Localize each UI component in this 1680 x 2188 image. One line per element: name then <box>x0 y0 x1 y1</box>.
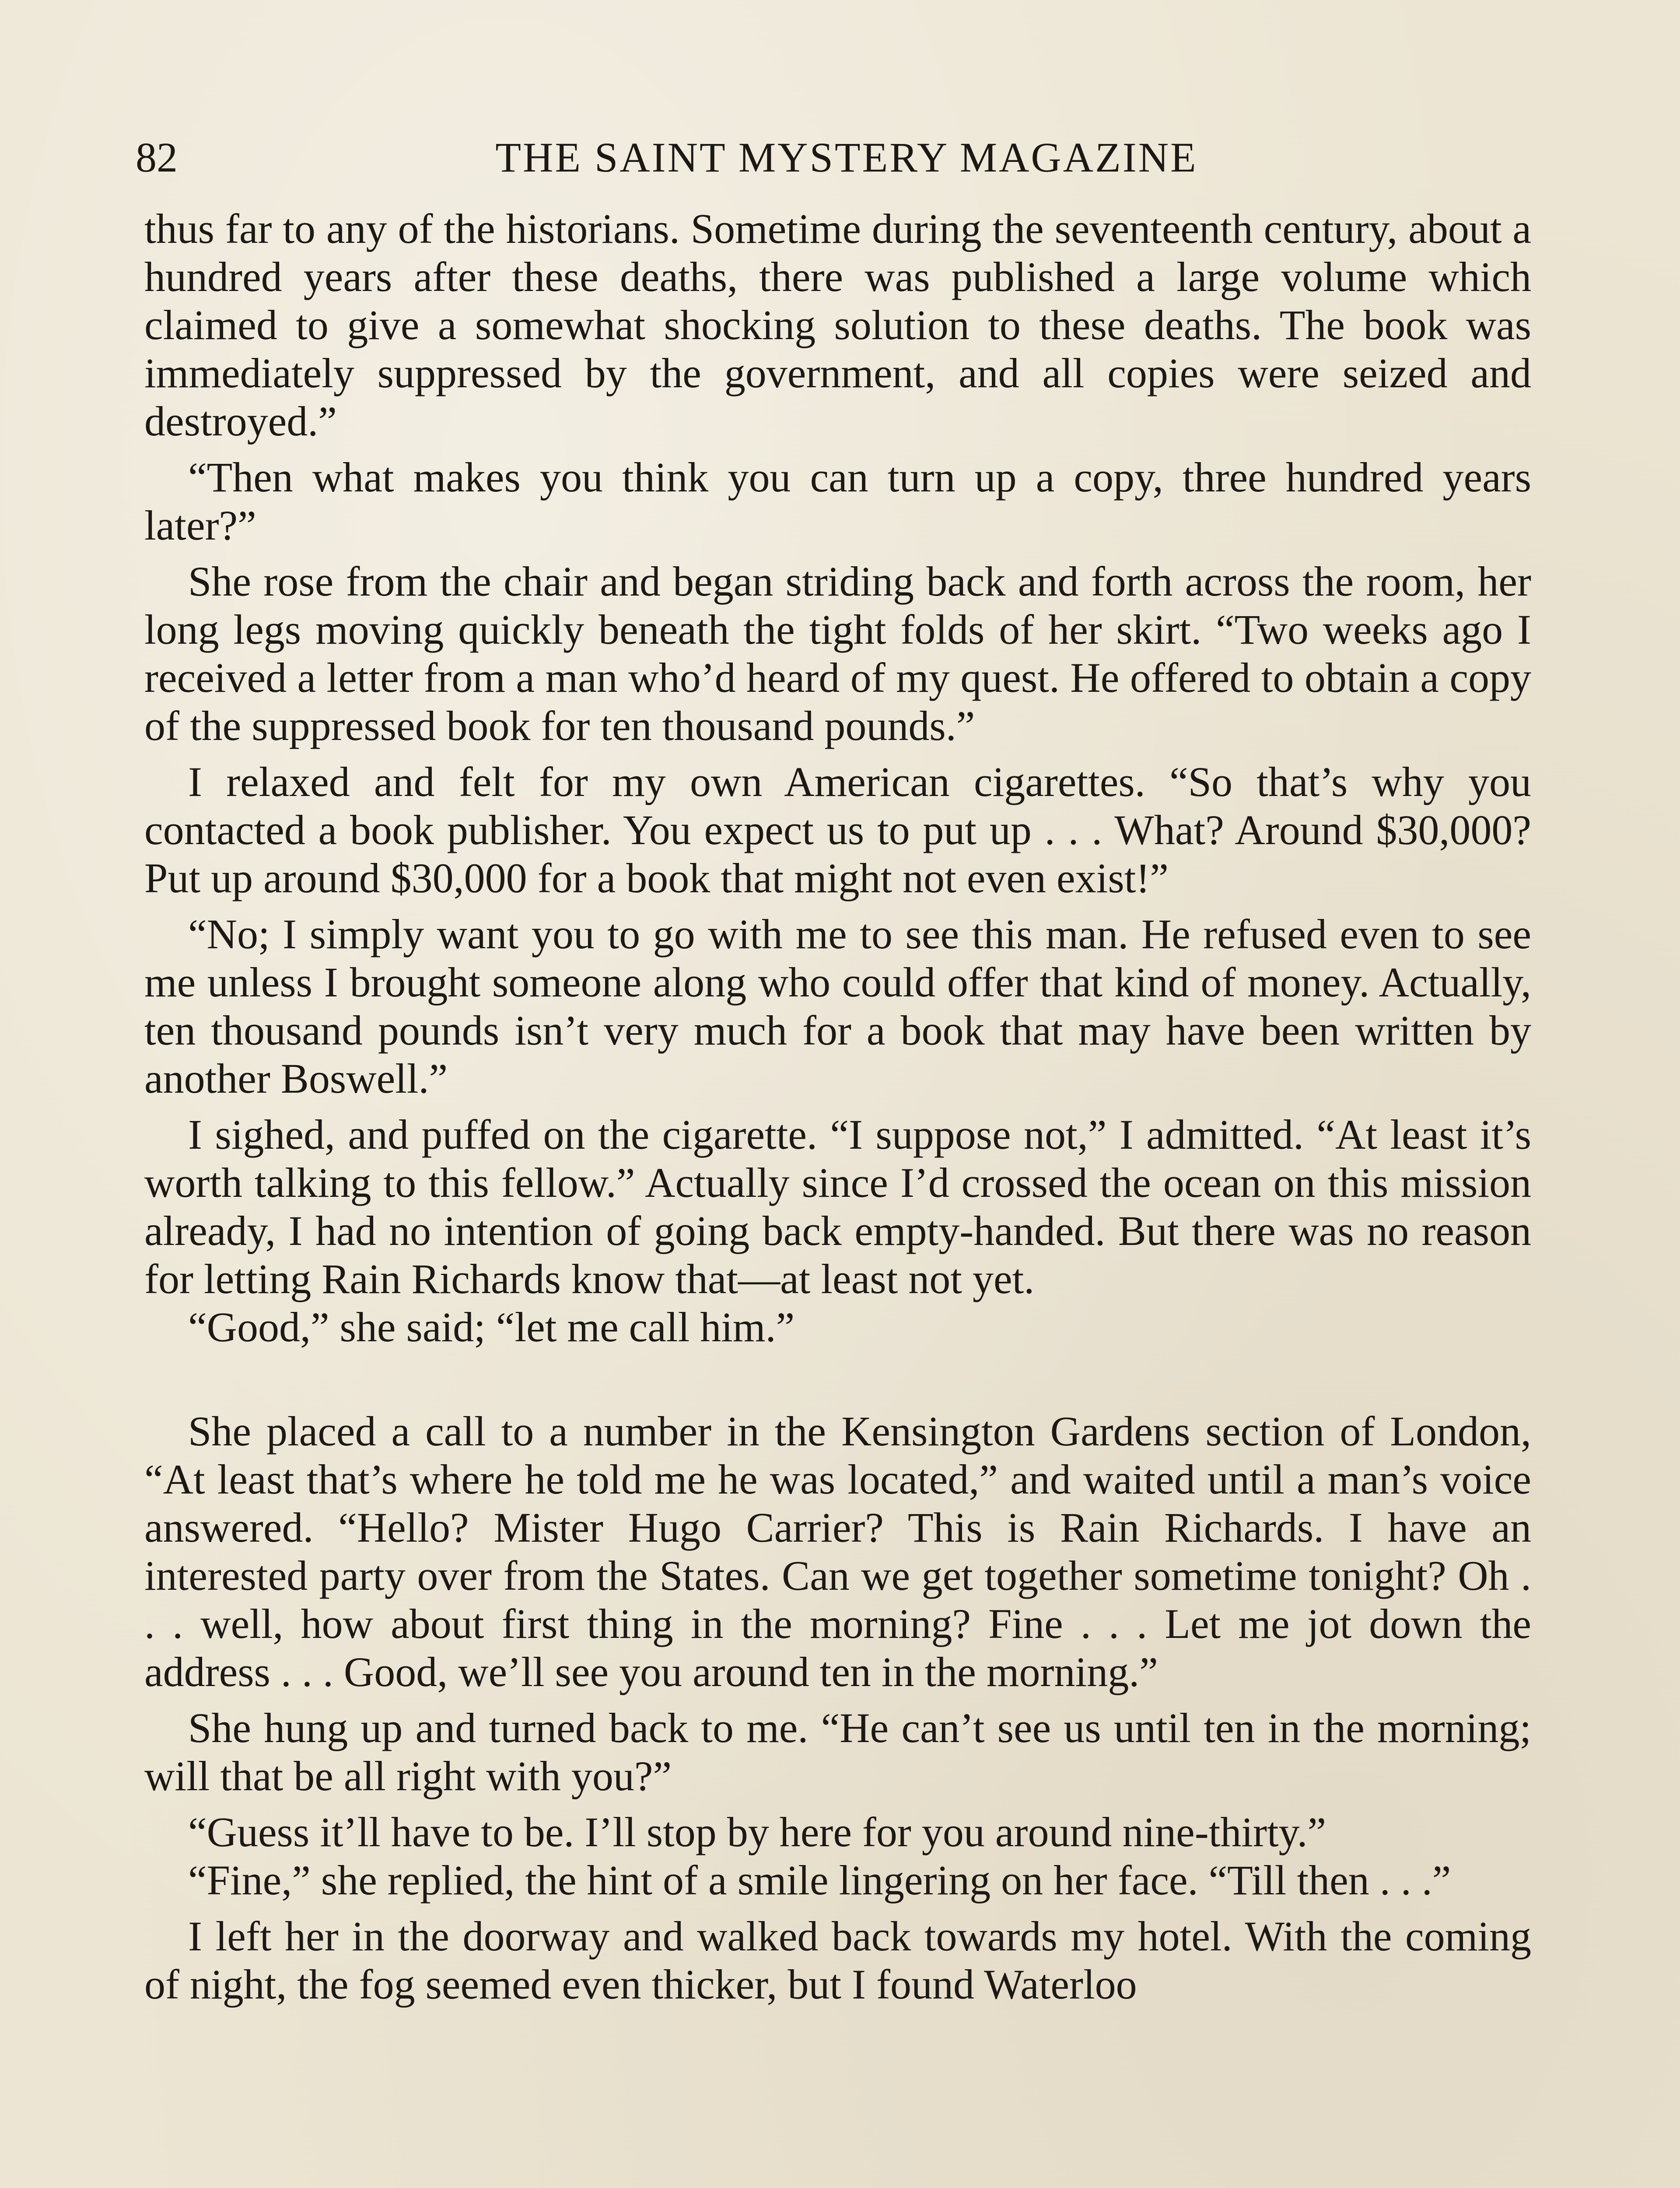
running-title: THE SAINT MYSTERY MAGAZINE <box>495 134 1198 181</box>
paragraph: I sighed, and puffed on the cigarette. “I suppose not,” I admitted. “At least it’s worth talking to this fellow.” Actually since I’d crossed the ocean on this mission already, I had no intention of going back empty-handed. But there was no reason for letting Rain Richards know that—at least not yet. <box>144 1111 1531 1302</box>
paragraph: “Then what makes you think you can turn up a copy, three hundred years later?” <box>144 454 1531 549</box>
paragraph: “Fine,” she replied, the hint of a smile lingering on her face. “Till then . . .” <box>188 1857 1451 1904</box>
page-number: 82 <box>136 134 178 181</box>
section-break <box>144 1359 1531 1407</box>
body-text <box>144 205 1531 2016</box>
paragraph: I relaxed and felt for my own American cigarettes. “So that’s why you contacted a book publisher. You expect us to put up . . . What? Around $30,000? Put up around $30,000 for a book that might not even exist!” <box>144 758 1531 901</box>
paragraph: She rose from the chair and began striding back and forth across the room, her long legs moving quickly beneath the tight folds of her skirt. “Two weeks ago I received a letter from a man who’d heard of my quest. He offered to obtain a copy of the suppressed book for ten thousand pounds.” <box>144 558 1531 749</box>
paragraph: I left her in the doorway and walked back towards my hotel. With the coming of night, the fog seemed even thicker, but I found Waterloo <box>144 1913 1531 2008</box>
paragraph: “Good,” she said; “let me call him.” <box>188 1304 795 1350</box>
paragraph: She placed a call to a number in the Kensington Gardens section of London, “At least that’s where he told me he was located,” and waited until a man’s voice answered. “Hello? Mister Hugo Carrier? This is Rain Richards. I have an interested party over from the States. Can we get together sometime tonight? Oh . . . well, how about first thing in the morning? Fine . . . Let me jot down the address . . . Good, we’ll see you around ten in the morning.” <box>144 1408 1531 1695</box>
paragraph: She hung up and turned back to me. “He can’t see us until ten in the morning; will that be all right with you?” <box>144 1704 1531 1799</box>
paragraph: thus far to any of the historians. Sometime during the seventeenth century, about a hundred years after these deaths, there was published a large volume which claimed to give a somewhat shocking solution to these deaths. The book was immediately suppressed by the government, and all copies were seized and destroyed.” <box>144 205 1531 445</box>
paragraph: “No; I simply want you to go with me to see this man. He refused even to see me unless I brought someone along who could offer that kind of money. Actually, ten thousand pounds isn’t very much for a book that may have been written by another Boswell.” <box>144 911 1531 1102</box>
page-header <box>136 129 1531 186</box>
paragraph: “Guess it’ll have to be. I’ll stop by here for you around nine-thirty.” <box>188 1809 1326 1855</box>
